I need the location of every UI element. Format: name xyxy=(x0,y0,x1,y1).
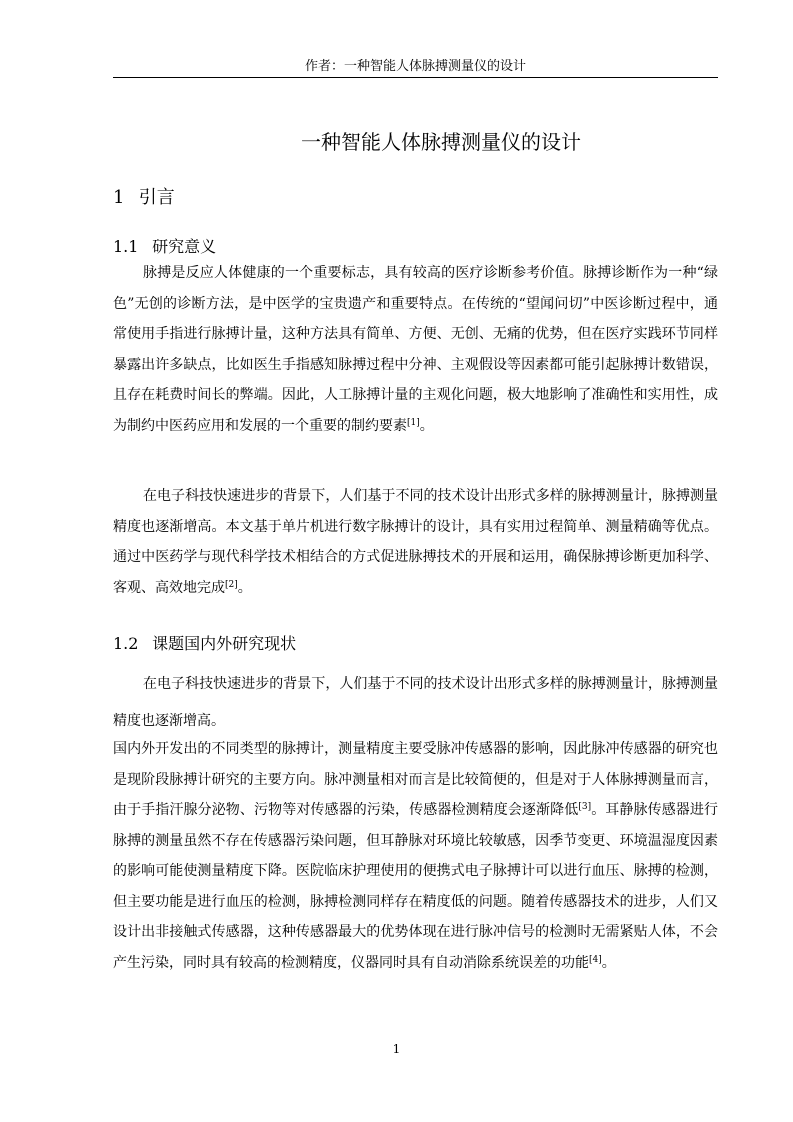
citation-ref: [4] xyxy=(589,954,602,965)
subsection-number: 1.1 xyxy=(113,237,139,256)
paragraph-text-continued: 。耳静脉传感器进行脉搏的测量虽然不存在传感器污染问题，但耳静脉对环境比较敏感，因季节变更、环境温湿度因素的影响可能使测量精度下降。医院临床护理使用的便携式电子脉搏计可以进行血压、脉搏的检测，但主要功能是进行血压的检测，脉搏检测同样存在精度低的问题。随着传感器技术的进步，人们又设计出非接触式传感器，这种传感器最大的优势体现在进行脉冲信号的检测时无需紧贴人体，不会产生污染，同时具有较高的检测精度，仪器同时具有自动消除系统误差的功能 xyxy=(113,802,719,971)
paragraph-text: 脉搏是反应人体健康的一个重要标志，具有较高的医疗诊断参考价值。脉搏诊断作为一种“绿色”无创的诊断方法，是中医学的宝贵遗产和重要特点。在传统的“望闻问切”中医诊断过程中，通常使用手指进行脉搏计量，这种方法具有简单、方便、无创、无痛的优势，但在医疗实践环节同样暴露出许多缺点，比如医生手指感知脉搏过程中分神、主观假设等因素都可能引起脉搏计数错误，且存在耗费时间长的弊端。因此，人工脉搏计量的主观化问题，极大地影响了准确性和实用性，成为制约中医药应用和发展的一个重要的制约要素 xyxy=(113,265,718,434)
paragraph-end: 。 xyxy=(419,417,434,434)
subsection-title: 研究意义 xyxy=(152,237,217,256)
paragraph-research-significance-2 xyxy=(113,481,718,603)
citation-ref: [3] xyxy=(578,802,592,812)
paragraph-research-significance-1 xyxy=(113,258,718,441)
page-title: 一种智能人体脉搏测量仪的设计 xyxy=(301,130,581,154)
subsection-number: 1.2 xyxy=(113,634,139,653)
paragraph-end: 。 xyxy=(237,579,252,596)
running-header: 作者：一种智能人体脉搏测量仪的设计 xyxy=(304,59,526,74)
paragraph-text: 国内外开发出的不同类型的脉搏计，测量精度主要受脉冲传感器的影响，因此脉冲传感器的研究也是现阶段脉搏计研究的主要方向。脉冲测量相对而言是比较简便的，但是对于人体脉搏测量而言，由于手指汗腺分泌物、污物等对传感器的污染，传感器检测精度会逐渐降低 xyxy=(113,741,718,818)
paragraph-text: 在电子科技快速进步的背景下，人们基于不同的技术设计出形式多样的脉搏测量计，脉搏测量精度也逐渐增高。 xyxy=(113,676,718,729)
paragraph-end: 。 xyxy=(601,954,616,971)
citation-ref: [2] xyxy=(225,579,238,590)
section-heading-1 xyxy=(113,184,175,212)
header-rule xyxy=(113,77,718,78)
paragraph-research-status-1 xyxy=(113,666,718,740)
section-title: 引言 xyxy=(138,187,175,208)
page-number: 1 xyxy=(392,1042,401,1056)
section-number: 1 xyxy=(113,187,125,208)
paragraph-research-status-2 xyxy=(113,734,718,978)
subsection-title: 课题国内外研究现状 xyxy=(152,634,297,653)
section-heading-1-1 xyxy=(113,235,216,259)
citation-ref: [1] xyxy=(407,417,420,428)
section-heading-1-2 xyxy=(113,632,296,656)
paragraph-text: 在电子科技快速进步的背景下，人们基于不同的技术设计出形式多样的脉搏测量计，脉搏测量精度也逐渐增高。本文基于单片机进行数字脉搏计的设计，具有实用过程简单、测量精确等优点。通过中医药学与现代科学技术相结合的方式促进脉搏技术的开展和运用，确保脉搏诊断更加科学、客观、高效地完成 xyxy=(113,488,718,596)
